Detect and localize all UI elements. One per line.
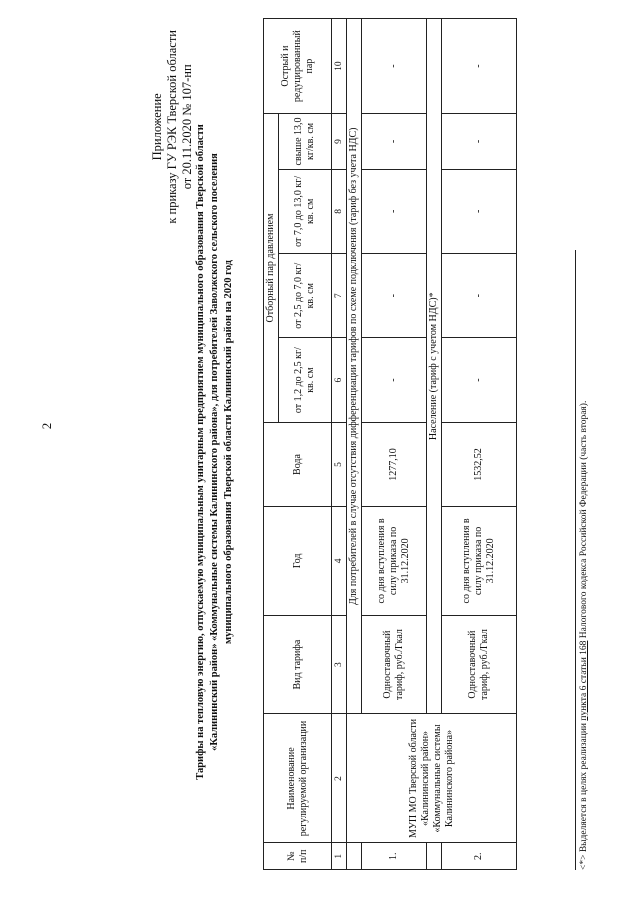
section-row-1 bbox=[347, 19, 362, 870]
index-cell: 10 bbox=[332, 19, 347, 114]
row-year: со дня вступления в силу приказа по 31.12.2020 bbox=[362, 507, 427, 615]
row-kind: Одноставочный тариф, руб./Гкал bbox=[442, 615, 517, 714]
header-no: № п/п bbox=[264, 843, 332, 870]
index-row bbox=[332, 19, 347, 870]
index-cell: 4 bbox=[332, 507, 347, 615]
title-line-1: Тарифы на тепловую энергию, отпускаемую муниципальным унитарным предприятием муниципального образования Тверской области bbox=[195, 124, 206, 780]
header-year: Год bbox=[264, 507, 332, 615]
index-cell: 6 bbox=[332, 338, 347, 422]
header-row bbox=[264, 19, 279, 870]
appendix-header bbox=[150, 30, 195, 224]
row-p3: - bbox=[442, 169, 517, 253]
row-water: 1532,52 bbox=[442, 422, 517, 506]
row-p1: - bbox=[442, 338, 517, 422]
row-water: 1277,10 bbox=[362, 422, 427, 506]
header-kind: Вид тарифа bbox=[264, 615, 332, 714]
organization-name: МУП МО Тверской области «Калининский район» «Коммунальные системы Калининского района» bbox=[347, 714, 517, 843]
empty-cell bbox=[347, 843, 362, 870]
index-cell: 2 bbox=[332, 714, 347, 843]
row-p1: - bbox=[362, 338, 427, 422]
header-p3: от 7,0 до 13,0 кг/кв. см bbox=[279, 169, 332, 253]
index-cell: 3 bbox=[332, 615, 347, 714]
header-p2: от 2,5 до 7,0 кг/кв. см bbox=[279, 254, 332, 338]
row-sharp: - bbox=[442, 19, 517, 114]
title-line-3: муниципального образования Тверской области Калининский район на 2020 год bbox=[223, 260, 234, 644]
header-p4: свыше 13,0 кг/кв. см bbox=[279, 114, 332, 169]
header-sharp-steam: Острый и редуцированный пар bbox=[264, 19, 332, 114]
header-water: Вода bbox=[264, 422, 332, 506]
index-cell: 7 bbox=[332, 254, 347, 338]
row-no: 2. bbox=[442, 843, 517, 870]
row-p4: - bbox=[362, 114, 427, 169]
index-cell: 1 bbox=[332, 843, 347, 870]
row-year: со дня вступления в силу приказа по 31.12.2020 bbox=[442, 507, 517, 615]
footnote bbox=[575, 250, 589, 870]
appendix-line-2: к приказу ГУ РЭК Тверской области bbox=[165, 30, 179, 224]
row-kind: Одноставочный тариф, руб./Гкал bbox=[362, 615, 427, 714]
title-line-2: «Калининский район» «Коммунальные системы Калининского района», для потребителей Заволжского сельского поселения bbox=[209, 153, 220, 751]
header-p1: от 1,2 до 2,5 кг/кв. см bbox=[279, 338, 332, 422]
footnote-law-link[interactable]: пункта 6 статьи 168 bbox=[579, 640, 589, 721]
row-sharp: - bbox=[362, 19, 427, 114]
rotated-page-content bbox=[150, 12, 589, 892]
row-p2: - bbox=[362, 254, 427, 338]
row-no: 1. bbox=[362, 843, 427, 870]
footnote-prefix: <*> Выделяется в целях реализации bbox=[579, 720, 589, 870]
empty-cell bbox=[427, 843, 442, 870]
footnote-suffix: Налогового кодекса Российской Федерации (часть вторая). bbox=[579, 400, 589, 641]
document-title bbox=[194, 12, 236, 892]
section-label-2: Население (тариф с учетом НДС)* bbox=[427, 19, 442, 715]
page-number: 2 bbox=[39, 422, 54, 430]
header-steam-group: Отборный пар давлением bbox=[264, 114, 279, 423]
index-cell: 8 bbox=[332, 169, 347, 253]
section-label-1: Для потребителей в случае отсутствия дифференциации тарифов по схеме подключения (тариф без учета НДС) bbox=[347, 19, 362, 715]
index-cell: 9 bbox=[332, 114, 347, 169]
appendix-line-3: от 20.11.2020 № 107-нп bbox=[180, 64, 194, 190]
row-p2: - bbox=[442, 254, 517, 338]
header-org: Наименование регулируемой организации bbox=[264, 714, 332, 843]
row-p4: - bbox=[442, 114, 517, 169]
row-p3: - bbox=[362, 169, 427, 253]
appendix-line-1: Приложение bbox=[150, 93, 164, 161]
index-cell: 5 bbox=[332, 422, 347, 506]
tariff-table bbox=[263, 18, 517, 870]
